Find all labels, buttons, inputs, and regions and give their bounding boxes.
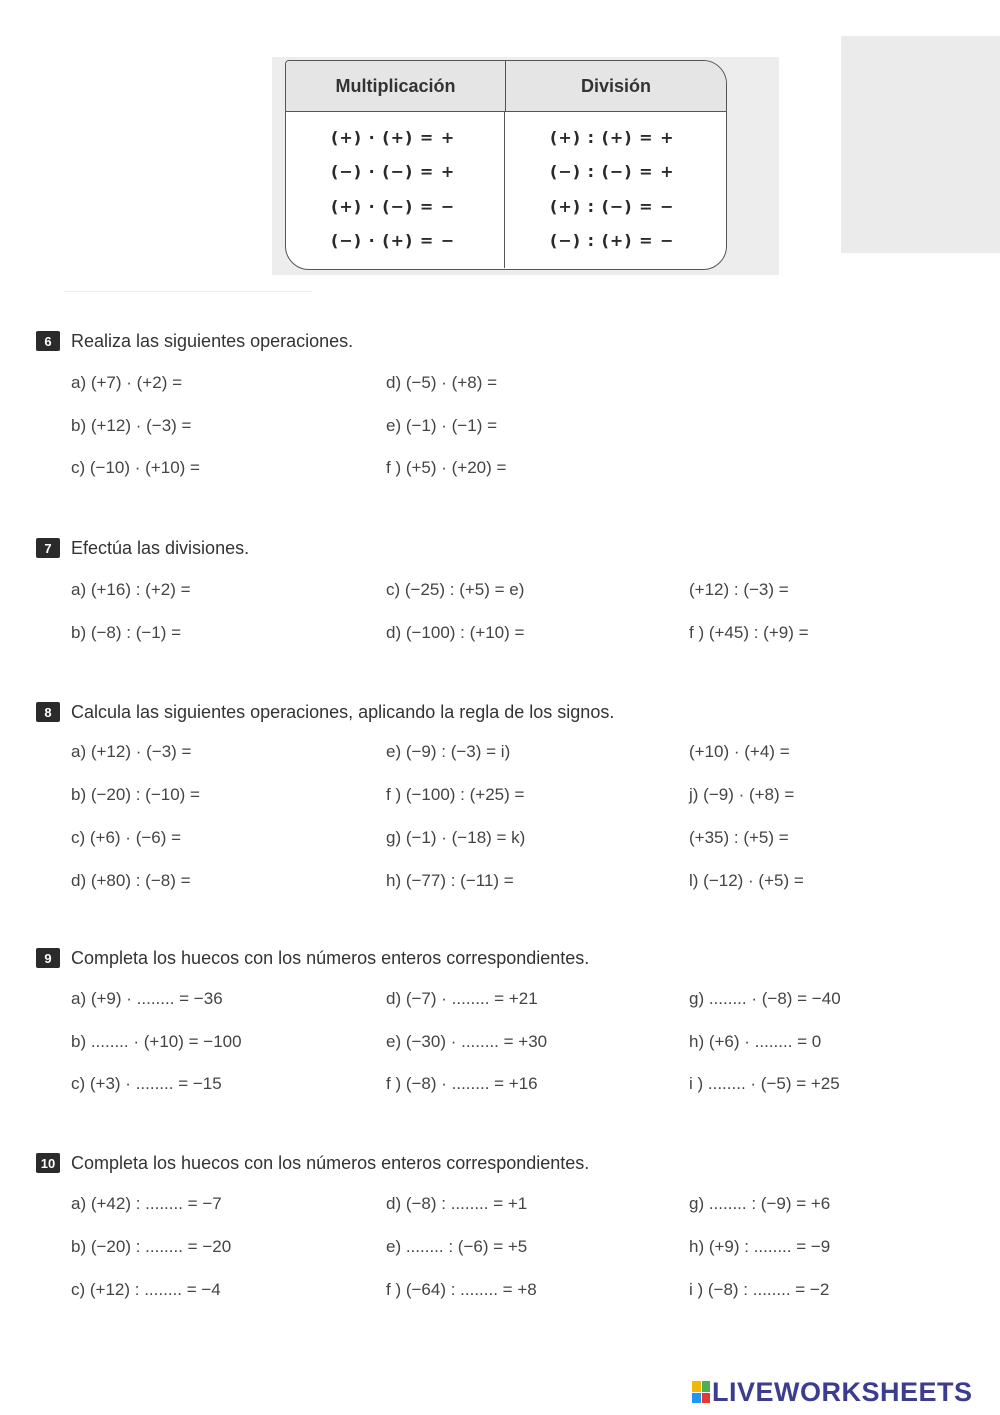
logo-square xyxy=(692,1381,701,1392)
operation: f ) (+5) · (+20) = xyxy=(386,458,507,477)
operation: d) (−100) : (+10) = xyxy=(386,623,525,642)
operation: c) (−25) : (+5) = e) xyxy=(386,580,525,599)
exercise-row xyxy=(36,785,976,809)
operation: d) (−8) : ........ = +1 xyxy=(386,1194,528,1213)
operation: g) ........ · (−8) = −40 xyxy=(689,989,841,1008)
exercise-row xyxy=(36,1074,976,1098)
operation: g) (−1) · (−18) = k) xyxy=(386,828,526,847)
operation: e) (−9) : (−3) = i) xyxy=(386,742,511,761)
exercise-row xyxy=(36,458,976,482)
rule-table-body xyxy=(286,112,726,268)
logo-text: LIVEWORKSHEETS xyxy=(712,1376,973,1407)
exercise-title: Completa los huecos con los números enteros correspondientes. xyxy=(71,1152,590,1173)
multiplication-rules xyxy=(286,112,505,268)
exercise-number: 7 xyxy=(36,538,60,558)
liveworksheets-logo xyxy=(692,1378,973,1406)
exercise-number: 9 xyxy=(36,948,60,968)
logo-square xyxy=(692,1393,701,1404)
operation: e) (−30) · ........ = +30 xyxy=(386,1032,548,1051)
operation: (+12) : (−3) = xyxy=(689,580,789,599)
rule-line: (+) · (+) = + xyxy=(331,127,456,147)
rule-line: (+) : (−) = − xyxy=(550,196,675,216)
operation: i ) ........ · (−5) = +25 xyxy=(689,1074,840,1093)
logo-square xyxy=(702,1381,711,1392)
exercise-row xyxy=(36,742,976,766)
rule-line: (−) : (+) = − xyxy=(550,231,675,251)
operation: h) (−77) : (−11) = xyxy=(386,871,514,890)
exercise-row xyxy=(36,623,976,647)
operation: j) (−9) · (+8) = xyxy=(689,785,795,804)
operation: l) (−12) · (+5) = xyxy=(689,871,804,890)
exercise-row xyxy=(36,828,976,852)
exercise-number: 10 xyxy=(36,1153,60,1173)
operation: h) (+9) : ........ = −9 xyxy=(689,1237,831,1256)
liveworksheets-logo-icon xyxy=(692,1381,710,1403)
operation: f ) (−8) · ........ = +16 xyxy=(386,1074,538,1093)
operation: (+35) : (+5) = xyxy=(689,828,789,847)
divider xyxy=(64,291,312,292)
operation: (+10) · (+4) = xyxy=(689,742,790,761)
operation: b) (−8) : (−1) = xyxy=(71,623,182,642)
multiplication-header: Multiplicación xyxy=(286,61,506,111)
exercise-8 xyxy=(36,699,976,899)
operation: i ) (−8) : ........ = −2 xyxy=(689,1280,830,1299)
operation: d) (−7) · ........ = +21 xyxy=(386,989,538,1008)
operation: f ) (−100) : (+25) = xyxy=(386,785,525,804)
sign-rule-table xyxy=(285,60,727,270)
operation: e) ........ : (−6) = +5 xyxy=(386,1237,528,1256)
operation: a) (+42) : ........ = −7 xyxy=(71,1194,222,1213)
exercise-row xyxy=(36,580,976,604)
grey-side-block xyxy=(841,36,1000,253)
exercise-row xyxy=(36,989,976,1013)
exercise-9 xyxy=(36,945,976,1105)
operation: b) ........ · (+10) = −100 xyxy=(71,1032,242,1051)
rule-table-header xyxy=(286,61,726,112)
exercise-6 xyxy=(36,328,976,488)
division-rules xyxy=(505,112,726,268)
operation: g) ........ : (−9) = +6 xyxy=(689,1194,831,1213)
exercise-row xyxy=(36,373,976,397)
exercise-7 xyxy=(36,535,976,655)
rule-line: (+) · (−) = − xyxy=(331,196,456,216)
exercise-10 xyxy=(36,1150,976,1310)
exercise-title: Realiza las siguientes operaciones. xyxy=(71,330,354,351)
operation: f ) (+45) : (+9) = xyxy=(689,623,809,642)
exercise-row xyxy=(36,1194,976,1218)
division-header: División xyxy=(580,75,651,96)
exercise-row xyxy=(36,1237,976,1261)
rule-line: (−) : (−) = + xyxy=(550,162,675,182)
operation: c) (+6) · (−6) = xyxy=(71,828,182,847)
operation: d) (+80) : (−8) = xyxy=(71,871,191,890)
operation: a) (+16) : (+2) = xyxy=(71,580,191,599)
operation: a) (+7) · (+2) = xyxy=(71,373,183,392)
exercise-title: Efectúa las divisiones. xyxy=(71,537,250,558)
operation: h) (+6) · ........ = 0 xyxy=(689,1032,822,1051)
operation: c) (−10) · (+10) = xyxy=(71,458,200,477)
exercise-number: 8 xyxy=(36,702,60,722)
operation: b) (−20) : ........ = −20 xyxy=(71,1237,232,1256)
rule-line: (−) · (−) = + xyxy=(331,162,456,182)
rule-line: (+) : (+) = + xyxy=(550,127,675,147)
operation: a) (+9) · ........ = −36 xyxy=(71,989,223,1008)
operation: c) (+12) : ........ = −4 xyxy=(71,1280,221,1299)
operation: f ) (−64) : ........ = +8 xyxy=(386,1280,537,1299)
operation: e) (−1) · (−1) = xyxy=(386,416,498,435)
rule-line: (−) · (+) = − xyxy=(331,231,456,251)
exercise-title: Calcula las siguientes operaciones, aplicando la regla de los signos. xyxy=(71,701,615,722)
exercise-row xyxy=(36,1280,976,1304)
operation: a) (+12) · (−3) = xyxy=(71,742,192,761)
operation: b) (+12) · (−3) = xyxy=(71,416,192,435)
logo-square xyxy=(702,1393,711,1404)
exercise-row xyxy=(36,416,976,440)
exercise-row xyxy=(36,871,976,895)
exercise-number: 6 xyxy=(36,331,60,351)
exercise-row xyxy=(36,1032,976,1056)
exercise-title: Completa los huecos con los números enteros correspondientes. xyxy=(71,947,590,968)
operation: c) (+3) · ........ = −15 xyxy=(71,1074,222,1093)
operation: b) (−20) : (−10) = xyxy=(71,785,200,804)
operation: d) (−5) · (+8) = xyxy=(386,373,498,392)
